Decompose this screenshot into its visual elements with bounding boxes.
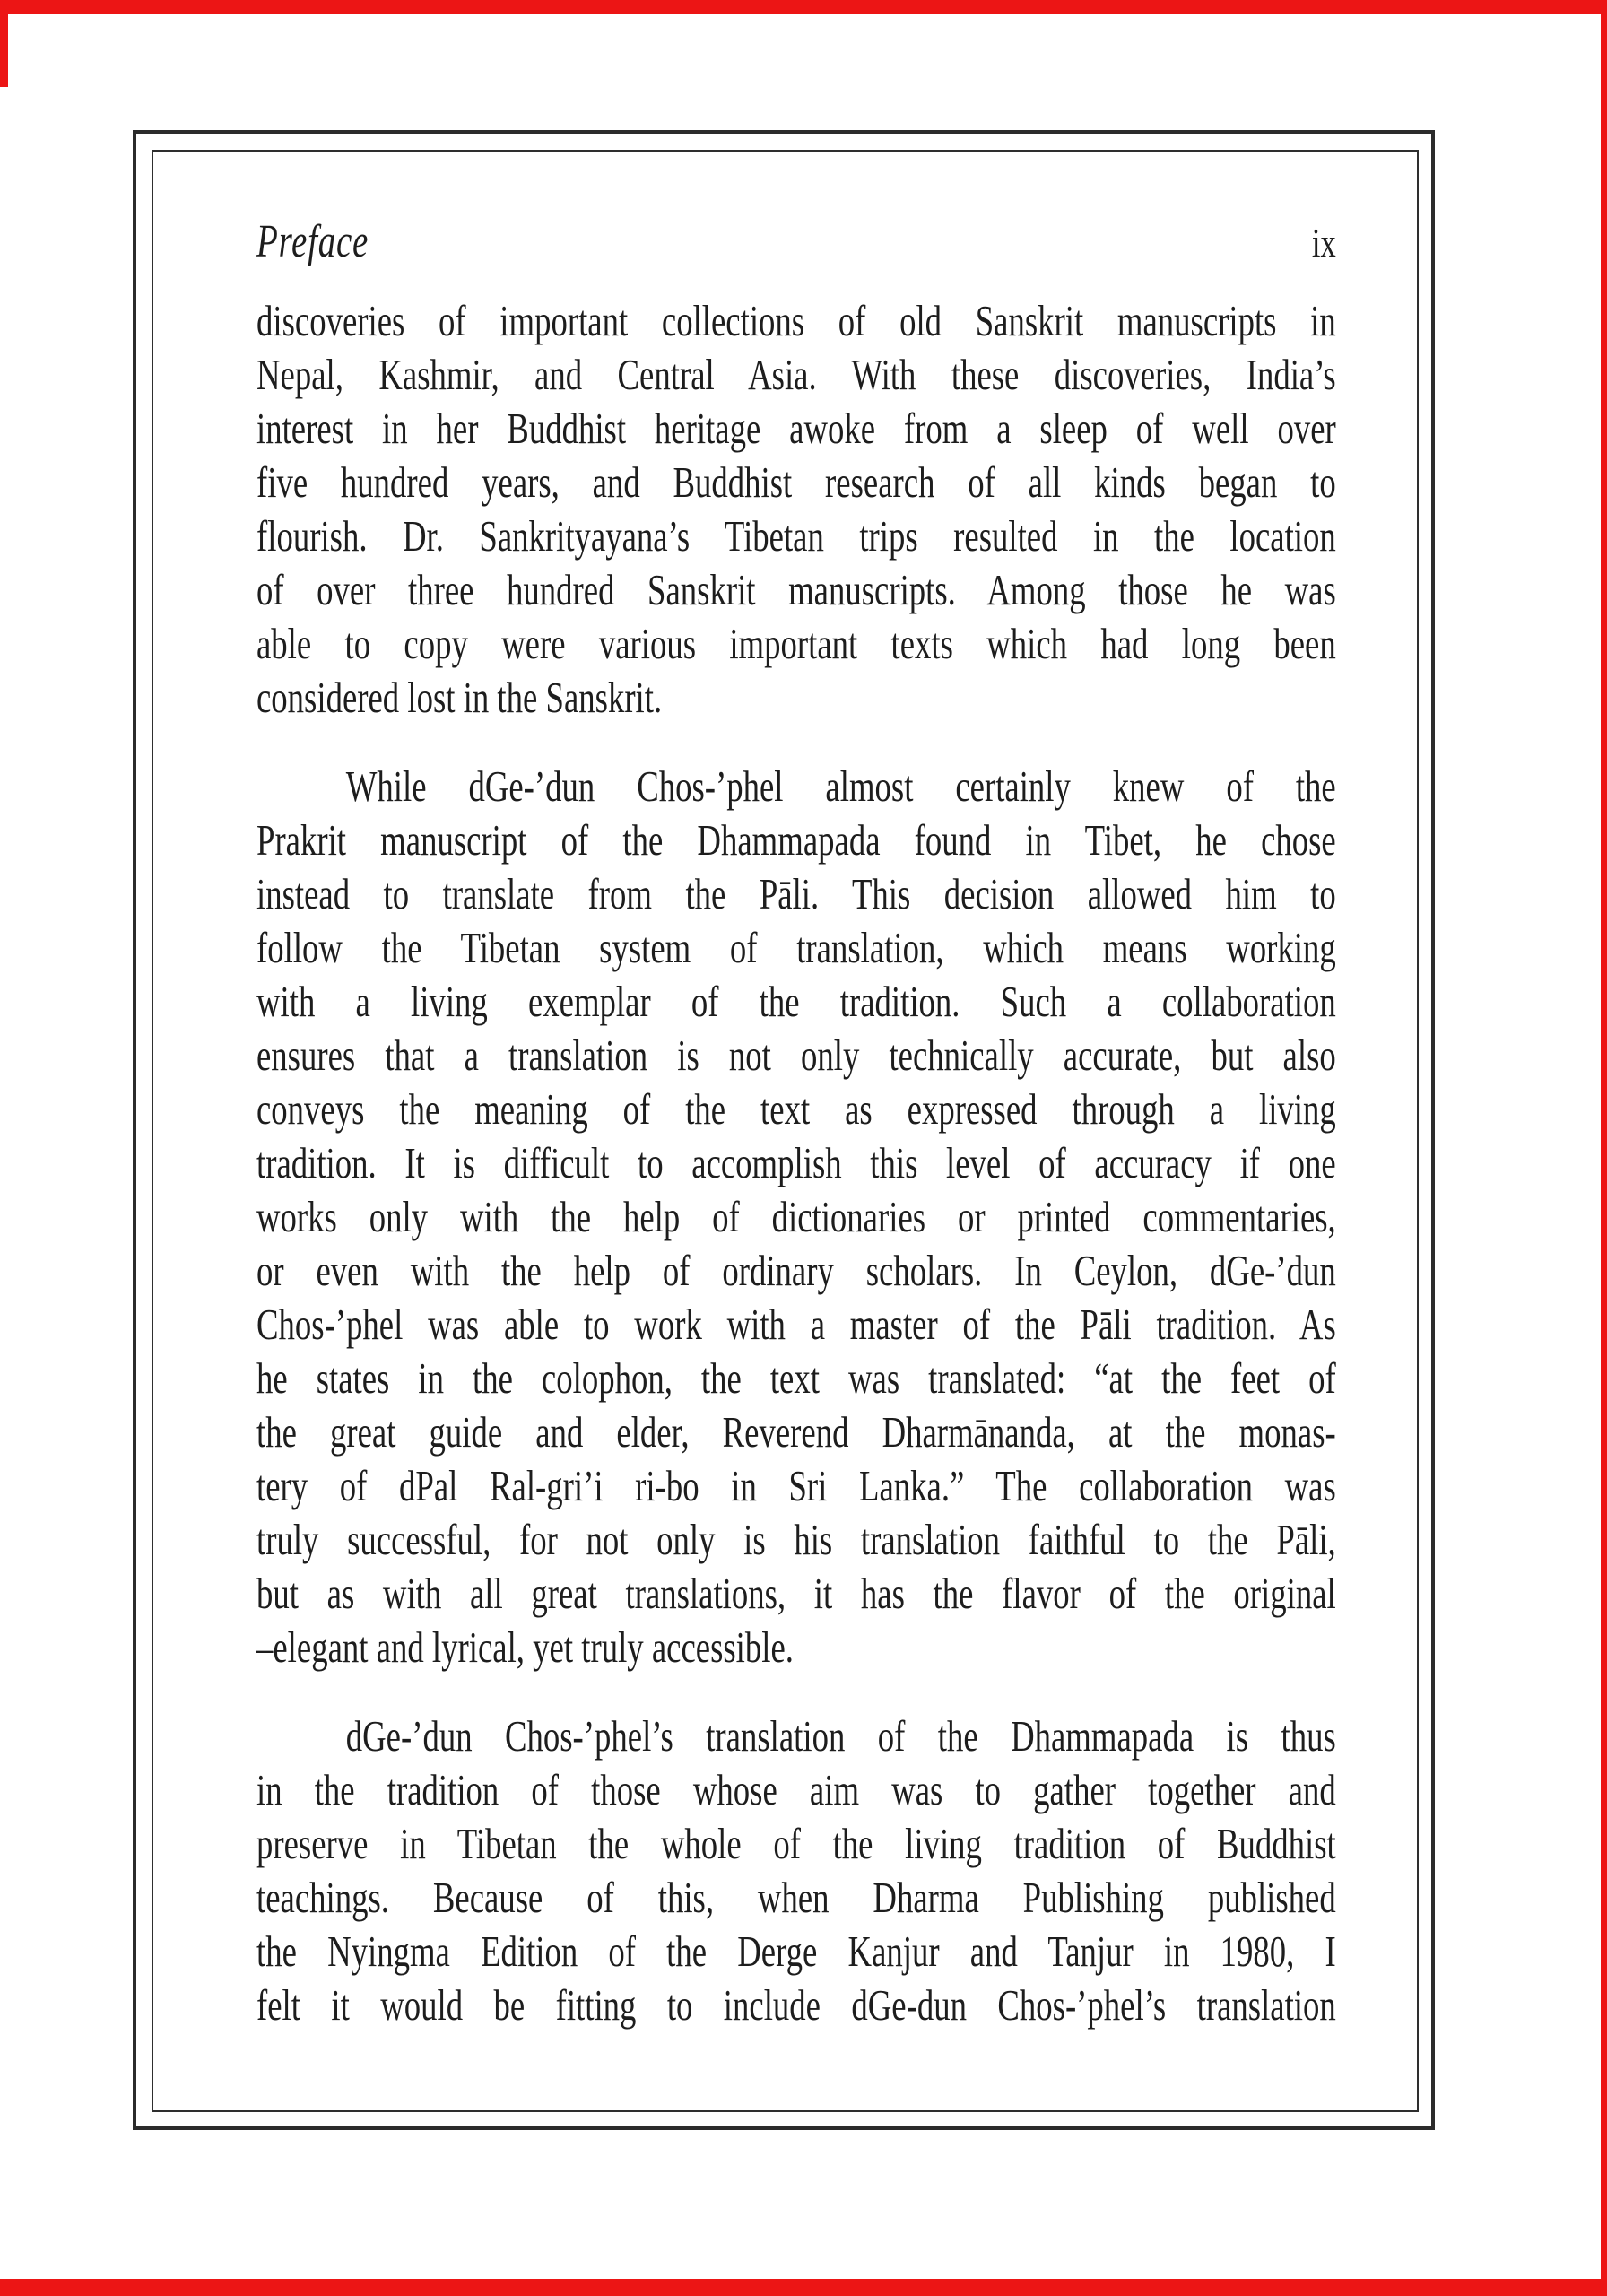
- text-line: discoveries of important collections of old Sanskrit manuscripts in: [256, 296, 1336, 345]
- page-number: ix: [1311, 220, 1336, 265]
- page-title: Preface: [256, 216, 369, 267]
- text-line: but as with all great translations, it has the flavor of the original: [256, 1569, 1336, 1618]
- scan-edge-right: [1601, 7, 1607, 2285]
- text-line: conveys the meaning of the text as expressed through a living: [256, 1084, 1336, 1134]
- paragraph: [256, 1709, 1336, 2032]
- text-line: preserve in Tibetan the whole of the living tradition of Buddhist: [256, 1819, 1336, 1868]
- text-line: works only with the help of dictionaries or printed commentaries,: [256, 1192, 1336, 1241]
- text-line: dGe-’dun Chos-’phel’s translation of the Dhammapada is thus: [345, 1711, 1336, 1761]
- text-line: truly successful, for not only is his translation faithful to the Pāli,: [256, 1515, 1336, 1564]
- text-line: or even with the help of ordinary scholars. In Ceylon, dGe-’dun: [256, 1246, 1336, 1295]
- text-line: five hundred years, and Buddhist research of all kinds began to: [256, 457, 1336, 507]
- text-line: –elegant and lyrical, yet truly accessible.: [256, 1622, 794, 1672]
- running-head: [256, 215, 1336, 268]
- text-line: tradition. It is difficult to accomplish this level of accuracy if one: [256, 1138, 1336, 1187]
- paragraph: [256, 760, 1336, 1674]
- text-line: follow the Tibetan system of translation, which means working: [256, 923, 1336, 972]
- text-line: he states in the colophon, the text was translated: “at the feet of: [256, 1353, 1336, 1403]
- scan-edge-top: [0, 0, 1607, 14]
- text-line: the great guide and elder, Reverend Dharmānanda, at the monas-: [256, 1407, 1336, 1457]
- text-line: able to copy were various important texts which had long been: [256, 619, 1336, 668]
- text-line: interest in her Buddhist heritage awoke from a sleep of well over: [256, 404, 1336, 453]
- text-line: with a living exemplar of the tradition. Such a collaboration: [256, 977, 1336, 1026]
- text-line: the Nyingma Edition of the Derge Kanjur and Tanjur in 1980, I: [256, 1926, 1336, 1976]
- scan-edge-left: [0, 0, 8, 87]
- text-line: flourish. Dr. Sankrityayana’s Tibetan trips resulted in the location: [256, 511, 1336, 561]
- text-line: Chos-’phel was able to work with a master of the Pāli tradition. As: [256, 1300, 1336, 1349]
- text-line: of over three hundred Sanskrit manuscripts. Among those he was: [256, 565, 1336, 614]
- scan-edge-bottom: [0, 2279, 1607, 2296]
- text-line: felt it would be fitting to include dGe-dun Chos-’phel’s translation: [256, 1980, 1336, 2030]
- text-line: Prakrit manuscript of the Dhammapada found in Tibet, he chose: [256, 815, 1336, 865]
- text-line: instead to translate from the Pāli. This decision allowed him to: [256, 869, 1336, 918]
- text-line: teachings. Because of this, when Dharma Publishing published: [256, 1873, 1336, 1922]
- text-block: [256, 294, 1336, 2032]
- text-line: While dGe-’dun Chos-’phel almost certainly knew of the: [345, 761, 1336, 811]
- text-line: considered lost in the Sanskrit.: [256, 673, 663, 722]
- text-line: Nepal, Kashmir, and Central Asia. With these discoveries, India’s: [256, 350, 1336, 399]
- text-line: in the tradition of those whose aim was to gather together and: [256, 1765, 1336, 1814]
- paragraph: [256, 294, 1336, 725]
- text-line: ensures that a translation is not only technically accurate, but also: [256, 1031, 1336, 1080]
- text-line: tery of dPal Ral-gri’i ri-bo in Sri Lanka.” The collaboration was: [256, 1461, 1336, 1510]
